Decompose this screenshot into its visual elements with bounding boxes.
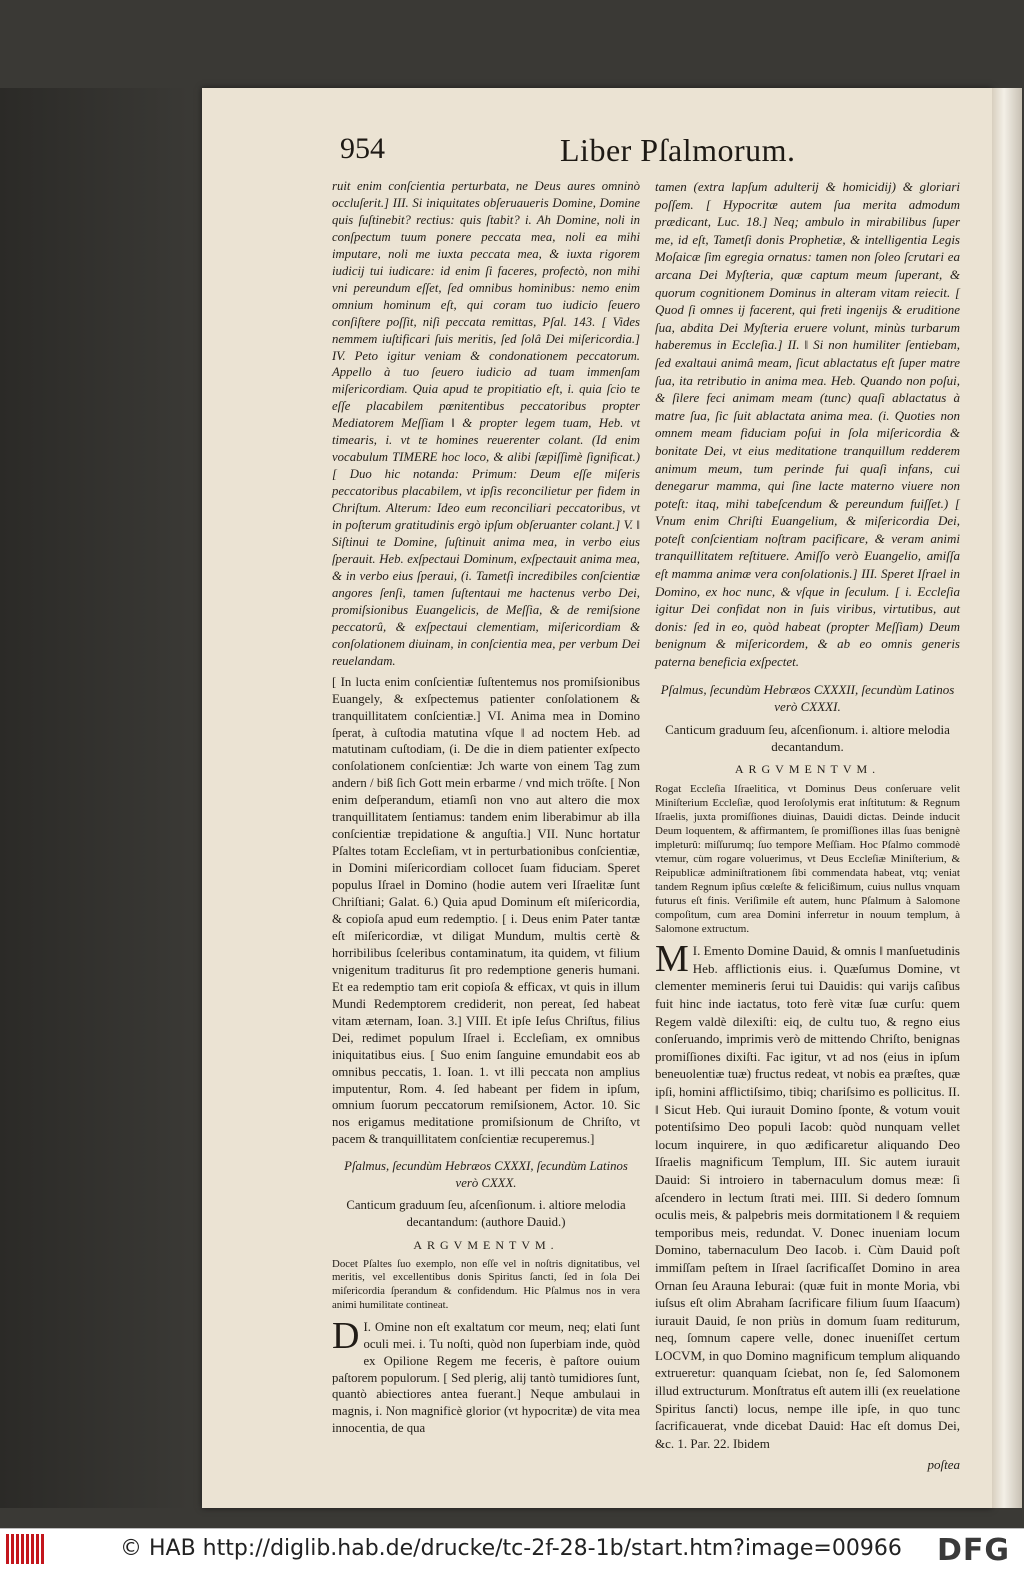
psalm-132-heading: Pſalmus, ſecundùm Hebræos CXXXII, ſecundùm Latinos verò CXXXI. [660,681,955,714]
catchword: poſtea [927,1457,960,1473]
psalm-132-text [655,938,960,1452]
psalm-131-argumentum-title: ARGVMENTVM. [413,1237,559,1252]
page-number: 954 [340,132,385,165]
dropcap-m: M [655,938,689,981]
running-title: Liber Pſalmorum. [560,132,796,168]
dfg-logo: DFG [936,1533,1010,1568]
psalm-132-body: I. Emento Domine Dauid, & omnis ‖ manſuetudinis Heb. afflictionis eius. i. Quæſumus Domine, vt clementer memineris ſerui tui Dauidis: qui varijs caſibus fuit hinc inde iactatus, toto ferè vitæ ſuæ curſu: quem Regem valdè dilexiſti: eiq, de cultu tuo, & regno eius conſeruando, imprimis verò de mittendo Chriſto, benignas promiſſiones dixiſti. Fac igitur, vt ad nos (eius in ipſum beneuolentiæ tuæ) fructus redeat, vt nobis ea præſtes, quæ ipſi, homini afflictiſsimo, tibiq; chariſsimo es pollicitus. II. ‖ Sicut Heb. Qui iurauit Domino ſponte, & votum vouit potentiſsimo Deo populi Iacob: quòd nunquam vellet locum inquirere, in quo ædificaretur aliquando Deo Iſraelis magnificum Templum, III. Sic autem iurauit Dauid: Si introiero in tabernaculum domus meæ: ſi aſcendero in lectum ſtrati mei. IIII. Si dedero ſomnum oculis meis, & palpebris meis dormitationem ‖ & requiem temporibus meis, redundat. V. Donec inueniam locum Domino, tabernaculum Deo Iacob. i. Cùm Dauid poſt immiſſam peſtem in Iſrael ſacrificaſſet Domino in area Ornan ſeu Arauna Ieburai: (quæ fuit in monte Moria, vbi iuſsus eſt olim Abraham ſacrificare filium ſuum Iſaacum) iurauit Dauid, ſe non priùs in domum ſuam rediturum, neq, ſomnum capere velle, donec inueniſſet certum LOCVM, in quo Domino magnificum templum aliquando extrueretur: quanquam ſciebat, non ſe, ſed Salomonem illud extructurum. Monſtratus eſt autem illi (ex reuelatione Spiritus ſancti) locus, nempe ille ipſe, in quo tunc ſacrificauerat, vnde dicebat Dauid: Hac eſt domus Dei, &c. 1. Par. 22. Ibidem [655,943,960,1451]
viewer-footer [0,1528,1024,1571]
left-paragraph-2: [ In lucta enim conſcientiæ ſuſtentemus nos promiſsionibus Euangely, & exſpectemus patienter conſolationem & tranquillitatem conſcientiæ.] VI. Anima mea in Domino ſperat, à cuſtodia matutina vſque ‖ ad noctem Heb. ad matutinam cuſtodiam, (i. De die in diem patienter exſpecto conſolationem conſcientiæ: Jch warte von einem Tag zum andern / biß ſich Gott mein erbarme / vnd mich tröſte. [ Non enim deſperandum, etiamſi non vno aut altero die mox tranquillitatem ſentiamus: tandem enim liberabimur ab illa conſcientiæ trepidatione & anguſtia.] VII. Nunc hortatur Pſaltes totam Eccleſiam, vt in perturbationibus conſcientiæ, in Domini miſericordiam collocet ſuam fiduciam. Speret populus Iſrael in Domino (hodie autem veri Iſraelitæ ſunt Chriſtiani; Galat. 6.) Quia apud Dominum eſt miſericordia, & copioſa apud eum redemptio. [ i. Deus enim Pater tantæ eſt miſericordiæ, vt diligat Mundum, multis certè & horribilibus ſceleribus contaminatum, ita quidem, vt filium vnigenitum traditurus ſit pro redemptione generis humani. Et ea redemptio tam erit copioſa & efficax, vt quis in illum Mundi Redemptorem crediderit, non pereat, ſed habeat vitam æternam, Ioan. 3.] VIII. Et ipſe Ieſus Chriſtus, filius Dei, redimet populum Iſrael i. Eccleſiam, ex omnibus iniquitatibus eius. [ Suo enim ſanguine emundabit eos ab omnibus peccatis, 1. Ioan. 1. vt illi peccata non amplius imputentur, Rom. 4. ſed habeant per fidem in ipſum, omnium ſuorum peccatorum remiſsionem, Actor. 10. Sic nos erigamus meditatione promiſsionum de Chriſto, vt pacem & tranquillitatem conſcientiæ recuperemus.] [332,674,640,1147]
psalm-131-body: I. Omine non eſt exaltatum cor meum, neq; elati ſunt oculi mei. i. Tu noſti, quòd non ſuperbiam inde, quòd ex Opilione Regem me feceris, è paſtore ouium paſtorem populorum. [ Sed plerig, alij tantò tumidiores ſunt, quantò abiectiores antea fuerant.] Neque ambulaui in magnis, i. Non magnificè glorior (vt hypocritæ) de vita mea innocentia, de qua [332,1319,640,1436]
left-paragraph-1: ruit enim conſcientia perturbata, ne Deus aures omninò occluſerit.] III. Si iniquitates obſeruaueris Domine, Domine quis ſuſtinebit? rectius: quis ſtabit? i. Ah Domine, noli in conſpectum tuum ponere peccata mea, noli ea mihi imputare, noli me iuxta peccata mea, & iuxta rigorem iudicij tui iudicare: id enim ſi faceres, profectò, non mihi vni pereundum eſſet, ſed omnibus hominibus: nemo enim omnium hominum eſt, qui coram tuo iudicio ſeuero conſiſtere poſſit, niſi peccata remittas, Pſal. 143. [ Vides nemmem iuſtificari ſuis meritis, ſed ſolâ Dei miſericordia.] IV. Peto igitur veniam & condonationem peccatorum. Appello à tuo ſeuero iudicio ad tuam immenſam miſericordiam. Quia apud te propitiatio eſt, i. quia ſcio te eſſe placabilem pœnitentibus peccatoribus propter Mediatorem Meſſiam ‖ & propter legem tuam, Heb. vt timearis, i. vt te homines reuerenter colant. (Id enim vocabulum TIMERE hoc loco, & alibi ſæpiſſimè ſignificat.) [ Duo hic notanda: Primum: Deum eſſe miſeris peccatoribus placabilem, vt ipſis reconcilietur per fidem in Chriſtum. Alterum: Ideo eum reconciliari peccatoribus, vt in poſterum gratitudinis ergò ipſum obſeruanter colant.] V. ‖ Siſtinui te Domine, ſuſtinuit anima mea, in verbo eius ſperauit. Heb. exſpectaui Dominum, exſpectauit anima mea, & in verbo eius ſperaui, (i. Tametſi incredibiles conſcientiæ angores ſenſi, tamen ſuſtentaui me hactenus verbo Dei, promiſsionibus Euangelicis, de Meſſia, & de remiſsione peccatorû, & exſpectaui clementiam, miſericordiam & conſolationem diuinam, in conſcientia mea, per verbum Dei reuelandam. [332,179,640,668]
psalm-131-text [332,1314,640,1438]
page-header [340,132,960,174]
psalm-132-argumentum-text: Rogat Eccleſia Iſraelitica, vt Dominus Deus conſeruare velit Miniſterium Eccleſiæ, quod Ieroſolymis erat inſtitutum: & Regnum Iſraelis, juxta promiſſiones diuinas, Dauidi dictas. Deinde inducit Deum loquentem, & affirmantem, ſe promiſſiones illas ſuas benignè impleturû: miſſurumq; ſuo tempore Meſſiam. Hoc Pſalmo commodè vtemur, cùm rogare voluerimus, vt Deus Eccleſiæ Miniſterium, & Reipublicæ adminiſtrationem ſibi commendata habeat, vtq; veniat tandem Regnum ipſius cœleſte & felicißimum, cuius nullus vnquam futurus eſt finis. Veriſimile eſt autem, hunc Pſalmum à Salomone compoſitum, cum area Domini inferretur in nouum templum, à Salomone extructum. [655,783,960,936]
psalm-132-argumentum-title: ARGVMENTVM. [734,761,881,776]
right-paragraph-1: tamen (extra lapſum adulterij & homicidij) & gloriari poſſem. [ Hypocritæ autem ſua merita admodum prædicant, Luc. 18.] Neq; ambulo in mirabilibus ſuper me, id eſt, Tametſi donis Prophetiæ, & intelligentia Legis Moſaicæ ſim egregia ornatus: tamen non ſoleo ſcrutari ea arcana Dei Myſteria, quæ captum meum ſuperant, & quorum cognitionem Dominus in alteram vitam reiecit. [ Quod ſi omnes ij facerent, qui freti ingenijs & eruditione ſua, abdita Dei Myſteria eruere volunt, minùs turbarum haberemus in Eccleſia.] II. ‖ Si non humiliter ſentiebam, ſed exaltaui animâ meam, ſicut ablactatus eſt ſuper matre ſua, ita retributio in anima mea. Heb. Quando non poſui, & ſilere feci animam meam (tunc) quaſi ablactatus à matre ſua, ſic ſuit ablactata anima mea. (i. Quoties non omnem meam fiduciam poſui in ſola miſericordia & bonitate Dei, vt eius meditatione tranquillum redderem animum meum, tum perinde fui quaſi infans, cui denegarur mamma, qui ſine lacte materno viuere non poteſt: itaq, mihi tabeſcendum & pereundum fuiſſet.) [ Vnum enim Chriſti Euangelium, & miſericordia Dei, poteſt conſcientiam noſtram pacificare, & veram animi tranquillitatem reſtituere. Amiſſo verò Euangelio, amiſſa eſt mamma animæ vera conſolationis.] III. Speret Iſrael in Domino, ex hoc nunc, & vſque in ſeculum. [ i. Eccleſia igitur Dei confidat non in ſuis viribus, virtutibus, aut donis: ſed in eo, quòd habeat (propter Meſſiam) Deum benignum & miſericordem, & ab eo omnis generis paterna beneficia exſpectet. [655,179,960,670]
psalm-131-heading: Pſalmus, ſecundùm Hebræos CXXXI, ſecundùm Latinos verò CXXX. [344,1159,628,1190]
left-column [332,178,640,1441]
right-column [655,178,960,1474]
source-link[interactable]: © HAB http://diglib.hab.de/drucke/tc-2f-28-1b/start.htm?image=00966 [120,1536,902,1561]
hab-barcode-logo-icon [6,1534,50,1566]
dropcap-d: D [332,1314,360,1357]
psalm-131-canticum: Canticum graduum ſeu, aſcenſionum. i. altiore melodia decantandum: (authore Dauid.) [346,1198,626,1230]
psalm-131-argumentum-text: Docet Pſaltes ſuo exemplo, non eſſe vel in noſtris dignitatibus, vel meritis, vel excellentibus donis Spiritus ſancti, ſed in ſola Dei miſericordia ſperandum & confidendum. Hic Pſalmus nos in vera animi humilitate contineat. [332,1257,640,1311]
book-edge [0,88,202,1508]
psalm-132-canticum: Canticum graduum ſeu, aſcenſionum. i. altiore melodia decantandum. [665,721,950,754]
